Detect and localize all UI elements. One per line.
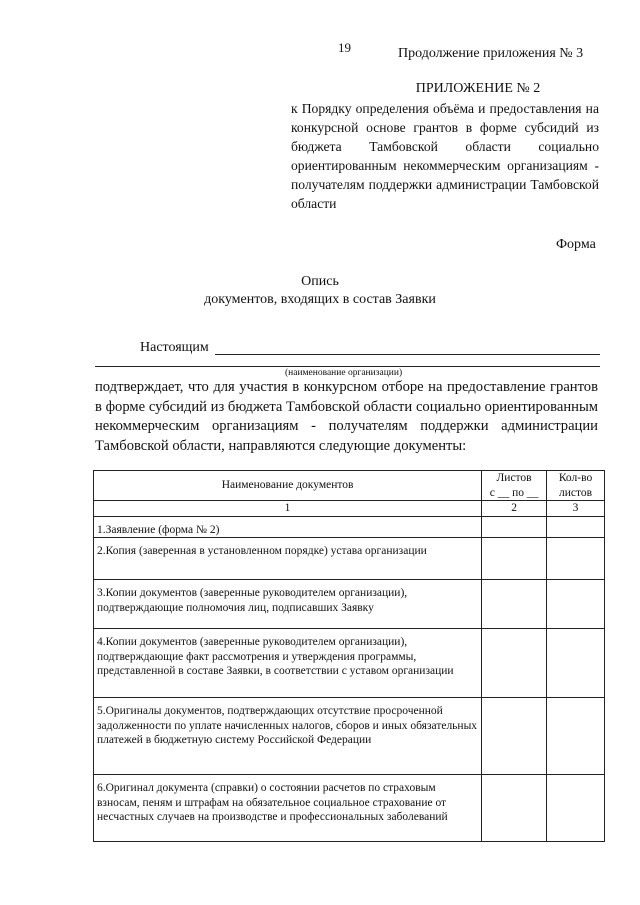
document-name-cell bbox=[94, 775, 482, 842]
column-number: 3 bbox=[547, 501, 605, 517]
document-name-cell bbox=[94, 516, 482, 538]
document-name-cell bbox=[94, 629, 482, 698]
organization-name-line[interactable] bbox=[215, 354, 600, 355]
organization-name-line-2[interactable] bbox=[95, 366, 600, 367]
header-sheet-count: Кол-во листов bbox=[547, 471, 605, 501]
count-cell[interactable] bbox=[547, 516, 605, 538]
table-row bbox=[94, 516, 605, 538]
header-sheets bbox=[482, 471, 547, 501]
header-document-name: Наименование документов bbox=[94, 471, 482, 501]
count-cell[interactable] bbox=[547, 775, 605, 842]
table-row bbox=[94, 629, 605, 698]
declaration-label: Настоящим bbox=[140, 340, 209, 355]
table-header-row bbox=[94, 471, 605, 501]
sheets-cell[interactable] bbox=[482, 516, 547, 538]
document-name-cell bbox=[94, 538, 482, 580]
document-name-cell bbox=[94, 580, 482, 629]
document-title: Опись bbox=[301, 274, 339, 289]
document-name-cell bbox=[94, 698, 482, 775]
count-cell[interactable] bbox=[547, 698, 605, 775]
column-number: 2 bbox=[482, 501, 547, 517]
page-number: 19 bbox=[338, 40, 351, 55]
sheets-cell[interactable] bbox=[482, 580, 547, 629]
document-name: 3.Копии документов (заверенные руководителем организации), подтверждающие полномочия лиц, подписавших Заявку bbox=[97, 587, 408, 614]
document-name: 4.Копии документов (заверенные руководителем организации), подтверждающие факт рассмотрения и утверждения программы, представленной в составе Заявки, в соответствии с уставом организации bbox=[97, 636, 454, 677]
table-row bbox=[94, 538, 605, 580]
document-name: 2.Копия (заверенная в установленном порядке) устава организации bbox=[97, 545, 427, 557]
column-number-row bbox=[94, 501, 605, 517]
declaration-text: подтверждает, что для участия в конкурсном отборе на предоставление грантов в форме субсидий из бюджета Тамбовской области социально ориентированным некоммерческим организациям - получателям поддержки администрации Тамбовской области, направляются следующие документы: bbox=[95, 379, 598, 454]
document-name: 5.Оригиналы документов, подтверждающих отсутствие просроченной задолженности по уплате начисленных налогов, сборов и иных обязательных платежей в бюджетную систему Российской Федерации bbox=[97, 705, 478, 746]
table-row bbox=[94, 698, 605, 775]
form-label: Форма bbox=[556, 237, 596, 252]
document-subtitle: документов, входящих в состав Заявки bbox=[204, 292, 436, 307]
sheets-cell[interactable] bbox=[482, 698, 547, 775]
header-sheets-range: с __ по __ bbox=[489, 486, 539, 499]
count-cell[interactable] bbox=[547, 580, 605, 629]
continuation-label: Продолжение приложения № 3 bbox=[398, 46, 584, 61]
table-row bbox=[94, 775, 605, 842]
documents-table bbox=[93, 470, 605, 842]
document-name: 6.Оригинал документа (справки) о состоянии расчетов по страховым взносам, пеням и штрафам на обязательное социальное страхование от несчастных случаев на производстве и профессиональных заболеваний bbox=[97, 782, 448, 823]
table-row bbox=[94, 580, 605, 629]
column-number: 1 bbox=[94, 501, 482, 517]
appendix-title: ПРИЛОЖЕНИЕ № 2 bbox=[415, 81, 541, 96]
count-cell[interactable] bbox=[547, 629, 605, 698]
header-sheets-label: Листов bbox=[496, 472, 532, 484]
organization-caption: (наименование организации) bbox=[285, 368, 403, 378]
appendix-reference: к Порядку определения объёма и предоставления на конкурсной основе грантов в форме субсидий из бюджета Тамбовской области социально ориентированным некоммерческим организациям - получателям поддержки администрации Тамбовской области bbox=[291, 101, 599, 211]
sheets-cell[interactable] bbox=[482, 775, 547, 842]
document-name: 1.Заявление (форма № 2) bbox=[97, 523, 220, 536]
sheets-cell[interactable] bbox=[482, 538, 547, 580]
sheets-cell[interactable] bbox=[482, 629, 547, 698]
count-cell[interactable] bbox=[547, 538, 605, 580]
